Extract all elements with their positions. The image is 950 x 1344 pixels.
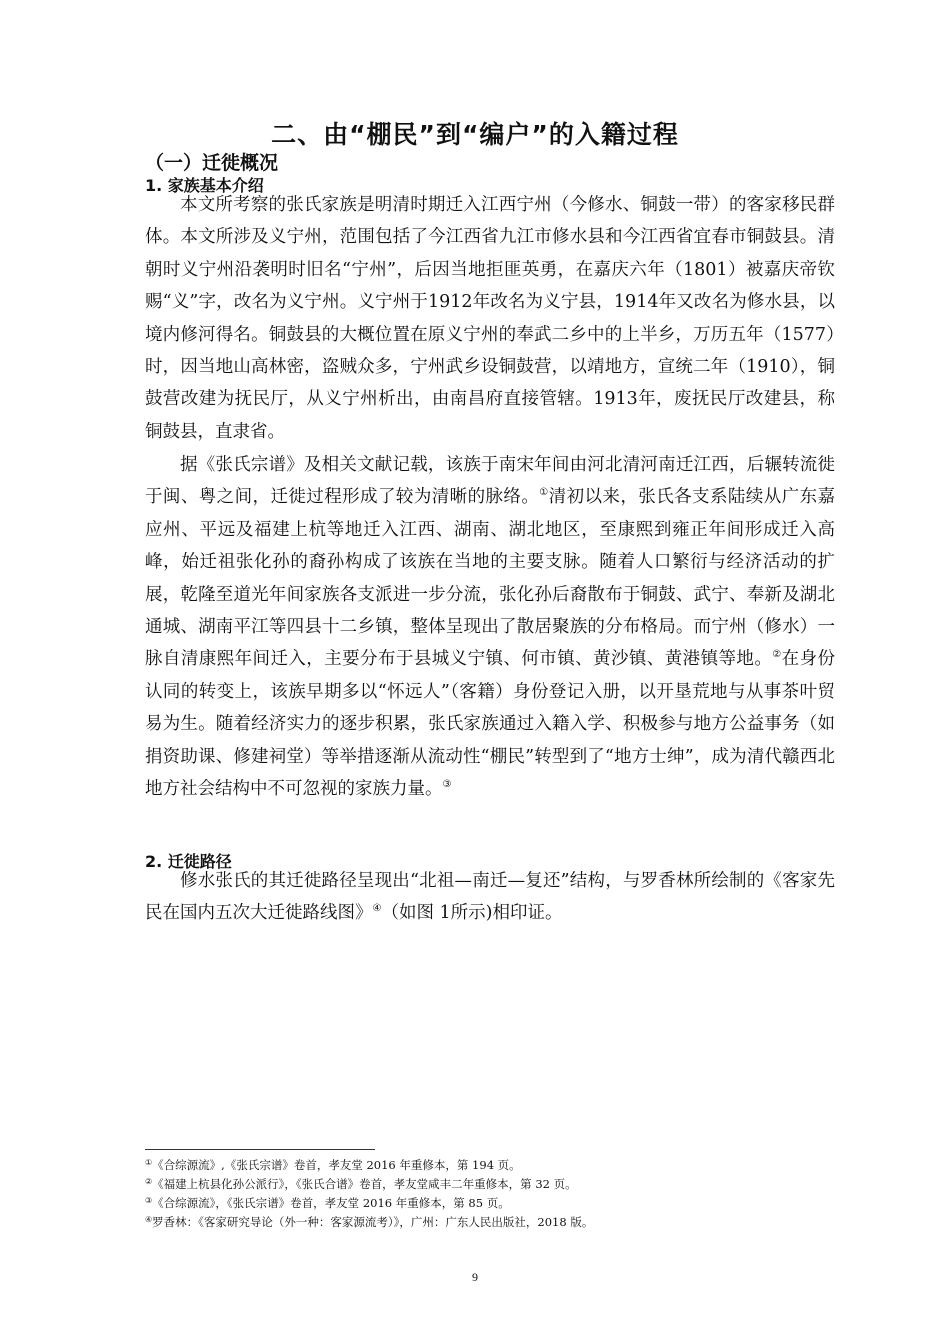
footnote-mark: ① [145,1158,153,1167]
footnote-ref-1[interactable]: ① [539,487,549,499]
page-number: 9 [472,1270,478,1284]
footnote-text: 罗香林：《客家研究导论（外一种：客家源流考）》，广州：广东人民出版社，2018 版。 [152,1215,594,1229]
footnote-ref-4[interactable]: ④ [372,903,382,915]
footnote-mark: ② [145,1177,153,1186]
subsection-heading-family: 1. 家族基本介绍 [145,176,264,195]
footnote-3 [145,1194,845,1213]
paragraph-text: 修水张氏的其迁徙路径呈现出“北祖—南迁—复还”结构，与罗香林所绘制的《客家先民在国内五次大迁徙路线图》 [145,871,835,924]
section-title: （一）迁徙概况 [145,152,279,174]
footnote-text: 《合综源流》,《张氏宗谱》卷首，孝友堂 2016 年重修本，第 194 页。 [152,1158,521,1172]
footnote-ref-2[interactable]: ② [772,649,782,661]
paragraph-family-intro [145,189,835,448]
footnote-mark: ③ [145,1196,153,1205]
paragraph-text: （如图 1所示)相印证。 [381,903,563,924]
footnote-text: 《福建上杭县化孙公派行》，《张氏合谱》卷首，孝友堂咸丰二年重修本，第 32 页。 [152,1177,577,1191]
footnote-divider [145,1149,375,1150]
subsection-heading-route: 2. 迁徙路径 [145,852,232,871]
footnote-1 [145,1156,845,1175]
footnote-4 [145,1213,845,1232]
paragraph-text: 清初以来，张氏各支系陆续从广东嘉应州、平远及福建上杭等地迁入江西、湖南、湖北地区，至康熙到雍正年间形成迁入高峰，始迁祖张化孙的裔孙构成了该族在当地的主要支脉。随着人口繁衍与经济活动的扩展，乾隆至道光年间家族各支派进一步分流，张化孙后裔散布于铜鼓、武宁、奉新及湖北通城、湖南平江等四县十二乡镇，整体呈现出了散居聚族的分布格局。而宁州（修水）一脉自清康熙年间迁入，主要分布于县城义宁镇、何市镇、黄沙镇、黄港镇等地。 [145,487,835,670]
footnotes [145,1156,845,1232]
paragraph-text: 据《张氏宗谱》及相关文献记载，该族于南宋年间由河北清河南迁江西，后辗转流徙于闽、粤之间，迁徙过程形成了较为清晰的脉络。 [145,455,835,508]
paragraph-migration-route [145,865,835,930]
footnote-text: 《合综源流》，《张氏宗谱》卷首，孝友堂 2016 年重修本，第 85 页。 [152,1196,510,1210]
chapter-title: 二、由“棚民”到“编户”的入籍过程 [271,120,679,149]
footnote-2 [145,1175,845,1194]
paragraph-text: 在身份认同的转变上，该族早期多以“怀远人”（客籍）身份登记入册，以开垦荒地与从事茶叶贸易为生。随着经济实力的逐步积累，张氏家族通过入籍入学、积极参与地方公益事务（如捐资助课、修建祠堂）等举措逐渐从流动性“棚民”转型到了“地方士绅”，成为清代赣西北地方社会结构中不可忽视的家族力量。 [145,649,835,800]
footnote-mark: ④ [145,1215,153,1224]
paragraph-migration-history [145,449,835,805]
paragraph-text: 本文所考察的张氏家族是明清时期迁入江西宁州（今修水、铜鼓一带）的客家移民群体。本文所涉及义宁州，范围包括了今江西省九江市修水县和今江西省宜春市铜鼓县。清朝时义宁州沿袭明时旧名“宁州”，后因当地拒匪英勇，在嘉庆六年（1801）被嘉庆帝钦赐“义”字，改名为义宁州。义宁州于1912年改名为义宁县，1914年又改名为修水县，以境内修河得名。铜鼓县的大概位置在原义宁州的奉武二乡中的上半乡，万历五年（1577）时，因当地山高林密，盗贼众多，宁州武乡设铜鼓营，以靖地方，宣统二年（1910），铜鼓营改建为抚民厅，从义宁州析出，由南昌府直接管辖。1913年，废抚民厅改建县，称铜鼓县，直隶省。 [145,195,835,442]
footnote-ref-3[interactable]: ③ [442,779,452,791]
